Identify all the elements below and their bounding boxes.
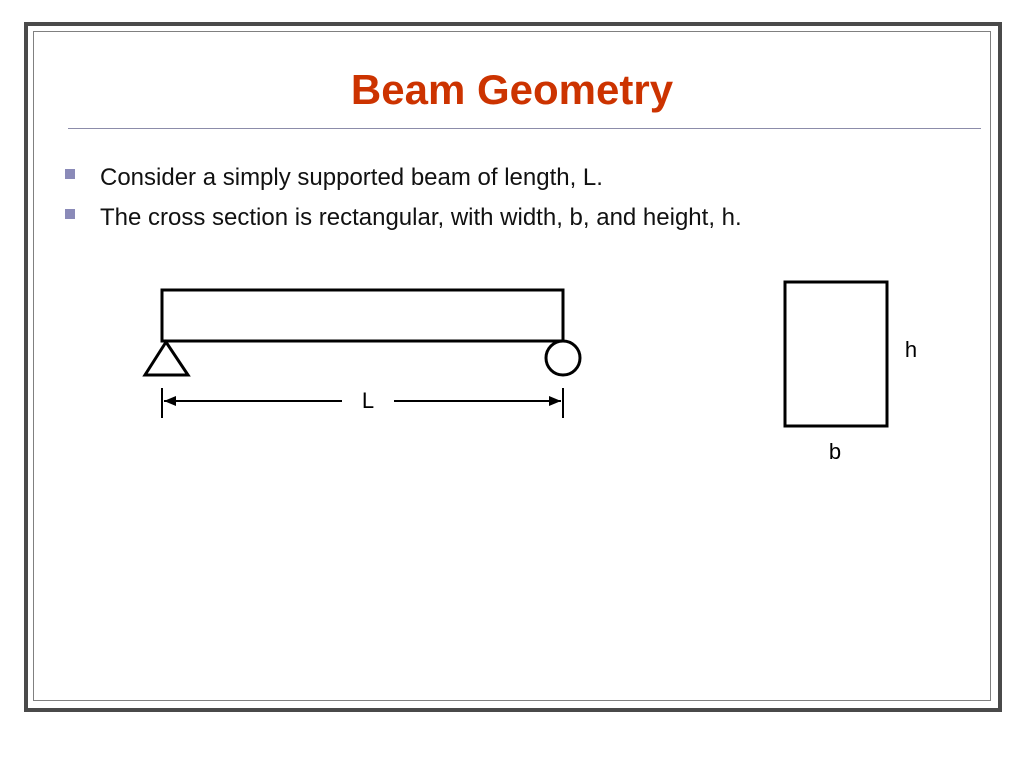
beam-length-label: L <box>361 388 375 413</box>
beam-body <box>162 290 563 341</box>
pin-support-icon <box>145 342 188 375</box>
roller-support-icon <box>546 341 580 375</box>
cross-section <box>785 282 887 426</box>
arrowhead-left-icon <box>164 396 176 406</box>
arrowhead-right-icon <box>549 396 561 406</box>
slide-title: Beam Geometry <box>350 66 674 113</box>
section-height-label: h <box>904 337 918 362</box>
bullet-text: The cross section is rectangular, with width, b, and height, h. <box>100 204 742 231</box>
section-width-label: b <box>828 439 842 464</box>
bullet-text: Consider a simply supported beam of length, L. <box>100 164 603 191</box>
